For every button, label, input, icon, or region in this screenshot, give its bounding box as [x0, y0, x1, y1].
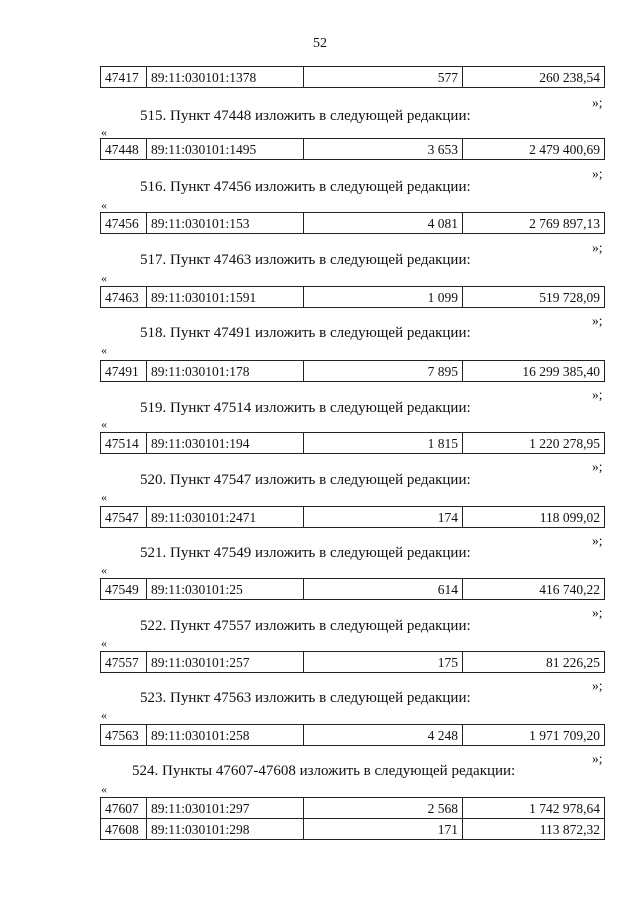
opening-quote: «	[101, 563, 107, 577]
closing-quote: »;	[592, 387, 603, 402]
cost-value: 1 742 978,64	[463, 798, 605, 819]
paragraph-heading: 523. Пункт 47563 изложить в следующей редакции:	[140, 690, 471, 706]
area-value: 2 568	[304, 798, 463, 819]
cost-value: 416 740,22	[463, 579, 605, 600]
cost-value: 113 872,32	[463, 819, 605, 840]
area-value: 1 815	[304, 433, 463, 454]
row-number: 47549	[101, 579, 147, 600]
cost-value: 1 971 709,20	[463, 725, 605, 746]
paragraph-heading: 521. Пункт 47549 изложить в следующей редакции:	[140, 545, 471, 561]
closing-quote: »;	[592, 240, 603, 255]
cadastral-number: 89:11:030101:1495	[147, 139, 304, 160]
area-value: 3 653	[304, 139, 463, 160]
table-row	[101, 287, 605, 308]
paragraph-heading: 520. Пункт 47547 изложить в следующей редакции:	[140, 472, 471, 488]
area-value: 171	[304, 819, 463, 840]
cadastral-number: 89:11:030101:1591	[147, 287, 304, 308]
row-number: 47557	[101, 652, 147, 673]
amendment-table	[100, 212, 605, 234]
table-row	[101, 213, 605, 234]
cadastral-number: 89:11:030101:1378	[147, 67, 304, 88]
closing-quote: »;	[592, 166, 603, 181]
opening-quote: «	[101, 708, 107, 722]
row-number: 47608	[101, 819, 147, 840]
area-value: 614	[304, 579, 463, 600]
paragraph-heading: 516. Пункт 47456 изложить в следующей редакции:	[140, 179, 471, 195]
table-row	[101, 361, 605, 382]
paragraph-heading: 519. Пункт 47514 изложить в следующей редакции:	[140, 400, 471, 416]
cadastral-number: 89:11:030101:153	[147, 213, 304, 234]
amendment-table	[100, 797, 605, 840]
cadastral-number: 89:11:030101:194	[147, 433, 304, 454]
amendment-table	[100, 138, 605, 160]
row-number: 47607	[101, 798, 147, 819]
table-row	[101, 725, 605, 746]
table-row	[101, 139, 605, 160]
table-row	[101, 507, 605, 528]
cost-value: 1 220 278,95	[463, 433, 605, 454]
cost-value: 2 479 400,69	[463, 139, 605, 160]
area-value: 174	[304, 507, 463, 528]
closing-quote: »;	[592, 751, 603, 766]
row-number: 47463	[101, 287, 147, 308]
table-row	[101, 798, 605, 819]
cadastral-number: 89:11:030101:258	[147, 725, 304, 746]
first-row-table	[100, 66, 605, 88]
paragraph-heading: 518. Пункт 47491 изложить в следующей редакции:	[140, 325, 471, 341]
row-number: 47491	[101, 361, 147, 382]
opening-quote: «	[101, 271, 107, 285]
row-number: 47456	[101, 213, 147, 234]
paragraph-heading: 522. Пункт 47557 изложить в следующей редакции:	[140, 618, 471, 634]
closing-quote: »;	[592, 605, 603, 620]
table-row	[101, 433, 605, 454]
row-number: 47448	[101, 139, 147, 160]
page-number: 52	[313, 36, 327, 51]
table-row	[101, 67, 605, 88]
closing-quote: »;	[592, 95, 603, 110]
cadastral-number: 89:11:030101:25	[147, 579, 304, 600]
area-value: 175	[304, 652, 463, 673]
opening-quote: «	[101, 125, 107, 139]
amendment-table	[100, 286, 605, 308]
cadastral-number: 89:11:030101:178	[147, 361, 304, 382]
closing-quote: »;	[592, 678, 603, 693]
cost-value: 118 099,02	[463, 507, 605, 528]
cost-value: 260 238,54	[463, 67, 605, 88]
cadastral-number: 89:11:030101:257	[147, 652, 304, 673]
paragraph-heading: 524. Пункты 47607-47608 изложить в следующей редакции:	[132, 763, 516, 779]
amendment-table	[100, 506, 605, 528]
area-value: 577	[304, 67, 463, 88]
row-number: 47563	[101, 725, 147, 746]
row-number: 47417	[101, 67, 147, 88]
area-value: 4 248	[304, 725, 463, 746]
opening-quote: «	[101, 417, 107, 431]
closing-quote: »;	[592, 459, 603, 474]
amendment-table	[100, 432, 605, 454]
opening-quote: «	[101, 782, 107, 796]
area-value: 4 081	[304, 213, 463, 234]
area-value: 1 099	[304, 287, 463, 308]
amendment-table	[100, 578, 605, 600]
amendment-table	[100, 724, 605, 746]
opening-quote: «	[101, 636, 107, 650]
cost-value: 519 728,09	[463, 287, 605, 308]
amendment-table	[100, 651, 605, 673]
table-row	[101, 579, 605, 600]
opening-quote: «	[101, 198, 107, 212]
area-value: 7 895	[304, 361, 463, 382]
paragraph-heading: 515. Пункт 47448 изложить в следующей редакции:	[140, 108, 471, 124]
cadastral-number: 89:11:030101:297	[147, 798, 304, 819]
cost-value: 16 299 385,40	[463, 361, 605, 382]
paragraph-heading: 517. Пункт 47463 изложить в следующей редакции:	[140, 252, 471, 268]
opening-quote: «	[101, 490, 107, 504]
table-row	[101, 652, 605, 673]
closing-quote: »;	[592, 533, 603, 548]
cost-value: 81 226,25	[463, 652, 605, 673]
closing-quote: »;	[592, 313, 603, 328]
amendment-table	[100, 360, 605, 382]
row-number: 47547	[101, 507, 147, 528]
cost-value: 2 769 897,13	[463, 213, 605, 234]
cadastral-number: 89:11:030101:298	[147, 819, 304, 840]
cadastral-number: 89:11:030101:2471	[147, 507, 304, 528]
row-number: 47514	[101, 433, 147, 454]
opening-quote: «	[101, 343, 107, 357]
table-row	[101, 819, 605, 840]
